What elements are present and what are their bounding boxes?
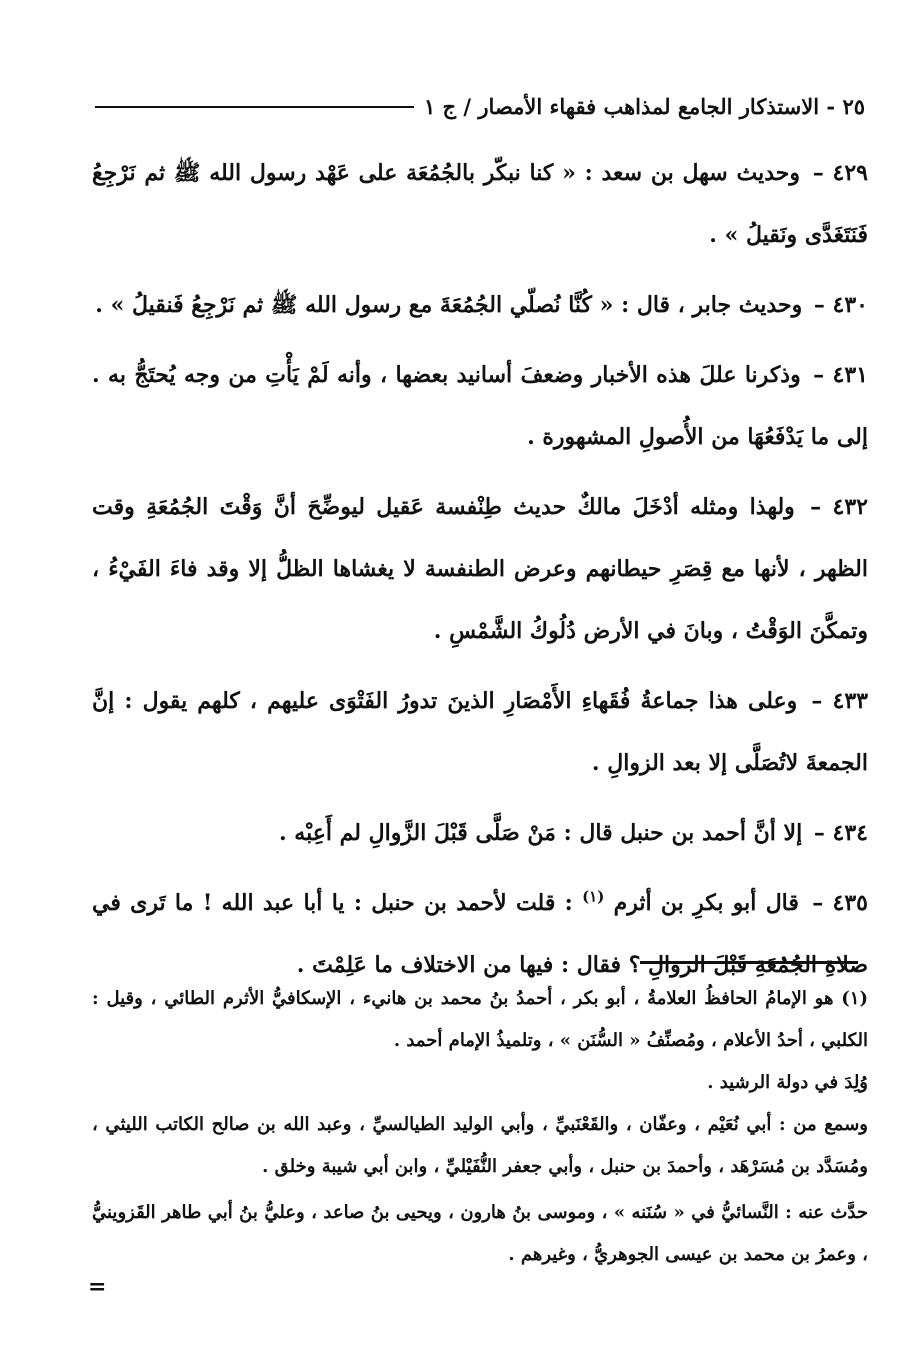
paragraph-433 bbox=[92, 670, 868, 794]
footnote-line: وسمع من : أبي نُعَيْم ، وعفّان ، والقَعْنَبيِّ ، وأبي الوليد الطيالسيِّ ، وعبد الله بن صالح الكاتب الليثي ، ومُسَدَّد بن مُسَرْهَد ، وأحمدَ بن حنبل ، وأبي جعفر النُّفَيْليِّ ، وابن أبي شيبة وخلق . bbox=[92, 1114, 868, 1177]
paragraph-number: ٤٣١ – bbox=[813, 362, 868, 388]
footnote-line: وُلِدَ في دولة الرشيد . bbox=[707, 1072, 868, 1093]
footnote-separator bbox=[640, 961, 858, 964]
main-text bbox=[92, 142, 868, 1004]
paragraph-text: وحديث سهل بن سعد : « كنا نبكّر بالجُمُعَة على عَهْد رسول الله ﷺ ثم نَرْجِعُ فَنَتَغَدَّى ونَقيلُ » . bbox=[92, 160, 868, 248]
paragraph-text: وعلى هذا جماعةُ فُقَهاءِ الأَمْصَارِ الذينَ تدورُ الفَتْوَى عليهم ، كلهم يقول : إنَّ الجمعةَ لاتُصَلَّى إلا بعد الزوالِ . bbox=[92, 688, 868, 776]
paragraph-number: ٤٣٢ – bbox=[810, 494, 868, 520]
running-head-text: ٢٥ - الاستذكار الجامع لمذاهب فقهاء الأمصار / ج ١ bbox=[423, 93, 865, 119]
paragraph-number: ٤٣٥ – bbox=[812, 890, 868, 916]
continuation-mark: = bbox=[88, 1274, 107, 1300]
footnote-line: (١) هو الإمامُ الحافظُ العلامةُ ، أبو بكر ، أحمدُ بنُ محمد بن هانيء ، الإسكافيُّ الأثرم الطائي ، وقيل : الكلبي ، أحدُ الأعلام ، ومُصنِّفُ « السُّنَن » ، وتلميذُ الإمام أحمد . bbox=[92, 988, 868, 1051]
paragraph-number: ٤٣٤ – bbox=[813, 820, 868, 846]
footnote-block bbox=[92, 978, 868, 1276]
footnote-reference[interactable]: (١) bbox=[582, 887, 605, 906]
paragraph-434 bbox=[92, 802, 868, 864]
header-rule bbox=[95, 106, 414, 108]
footnote-line: حدَّث عنه : النَّسائيُّ في « سُنَنه » ، وموسى بنُ هارون ، ويحيى بنُ صاعد ، وعليُّ بنُ أبي طاهر القَزوينيُّ ، وعمرُ بن محمد بن عيسى الجوهريُّ ، وغيرهم . bbox=[92, 1202, 868, 1265]
paragraph-text: إلا أنَّ أحمد بن حنبل قال : مَنْ صَلَّى قَبْلَ الزَّوالِ لم أَعِبْه . bbox=[278, 820, 803, 846]
paragraph-number: ٤٣٣ – bbox=[811, 688, 868, 714]
paragraph-text-continued: : قلت لأحمد بن حنبل : يا أبا عبد الله ! ما تَرى في صلاةِ الجُمُعَةِ قَبْلَ الزوالِ ؟ فقال : فيها من الاختلاف ما عَلِمْتَ . bbox=[92, 890, 868, 978]
paragraph-text: ولهذا ومثله أدْخَلَ مالكٌ حديث طِنْفسة عَقيل ليوضِّحَ أنَّ وَقْتَ الجُمُعَةِ وقت الظهر ، لأنها مع قِصَرِ حيطانهم وعرض الطنفسة لا يغشاها الظلُّ إلا وقد فاءَ الفَيْءُ ، وتمكَّنَ الوَقْتُ ، وبانَ في الأرض دُلُوكُ الشَّمْسِ . bbox=[92, 494, 868, 644]
paragraph-429 bbox=[92, 142, 868, 266]
paragraph-number: ٤٣٠ – bbox=[813, 292, 868, 318]
paragraph-430 bbox=[92, 274, 868, 336]
paragraph-text: وذكرنا عللَ هذه الأخبار وضعفَ أسانيد بعضها ، وأنه لَمْ يَأْتِ من وجه يُحتَجُّ به . إلى ما يَدْفَعُهَا من الأُصولِ المشهورة . bbox=[92, 362, 868, 450]
paragraph-number: ٤٢٩ – bbox=[812, 160, 868, 186]
paragraph-432 bbox=[92, 476, 868, 662]
running-header bbox=[95, 86, 865, 126]
paragraph-text: وحديث جابر ، قال : « كُنَّا نُصلّي الجُمُعَةَ مع رسول الله ﷺ ثم نَرْجِعُ فَنقيلُ » . bbox=[95, 292, 803, 318]
paragraph-431 bbox=[92, 344, 868, 468]
paragraph-text: قال أبو بكرِ بن أثرم bbox=[613, 890, 799, 916]
